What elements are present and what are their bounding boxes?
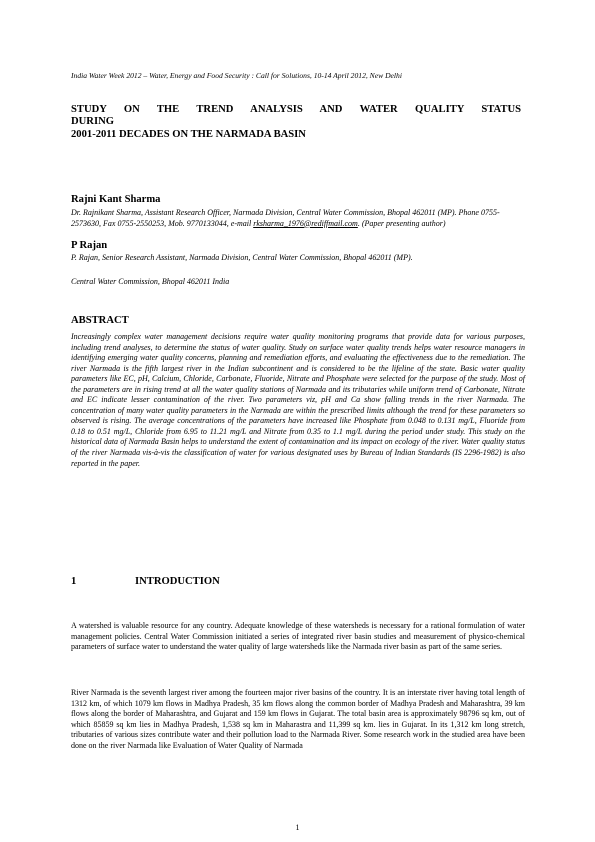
- author-1-note: . (Paper presenting author): [357, 218, 446, 228]
- author-1-affiliation-text: Dr. Rajnikant Sharma, Assistant Research Officer, Narmada Division, Central Water Commission, Bhopal 462011 (MP). Phone 0755-2573630, Fax 0755-2550253, Mob. 9770133044, e-mail: [71, 208, 500, 228]
- abstract-text: Increasingly complex water management decisions require water quality monitoring programs that provide data for various purposes, including trend analyses, to determine the status of water quality. Study on surface water quality trends helps water resource managers in identifying emerging water quality concerns, planning and remediation efforts, and evaluating the effectiveness due to the remediation. The river Narmada is the fifth largest river in the Indian subcontinent and is considered to be the lifeline of the state. Basic water quality parameters like EC, pH, Calcium, Chloride, Carbonate, Fluoride, Nitrate and Phosphate were selected for the purpose of the study. Most of the parameters are in rising trend at all the water quality stations of Narmada and its tributaries while uniform trend of Carbonate, Nitrate and EC indicate lesser contamination of the river. Two parameters viz, pH and Ca show falling trends in the river Narmada. The concentration of many water quality parameters in the Narmada are within the prescribed limits although the trend for these parameters so observed is rising. The average concentrations of the parameters have increased like Phosphate from 0.048 to 0.131 mg/L, Fluoride from 0.18 to 0.51 mg/L, Chloride from 6.95 to 11.21 mg/L and Nitrate from 0.35 to 1.1 mg/L during the period under study. This study on the historical data of Narmada Basin helps to understand the extent of contamination and its impact on ecology of the river. Water quality status of the river Narmada vis-à-vis the classification of water for various designated uses by Bureau of Indian Standards (IS 2296-1982) is also reported in the paper.: [71, 332, 525, 468]
- title-line-1: STUDY ON THE TREND ANALYSIS AND WATER QUALITY STATUS: [71, 104, 521, 115]
- abstract-heading: ABSTRACT: [71, 315, 129, 326]
- running-header: India Water Week 2012 – Water, Energy and Food Security : Call for Solutions, 10-14 April 2012, New Delhi: [71, 71, 402, 80]
- title-line-3: 2001-2011 DECADES ON THE NARMADA BASIN: [71, 128, 306, 140]
- author-1-email-link[interactable]: rksharma_1976@rediffmail.com: [253, 218, 358, 228]
- section-1-number: 1: [71, 576, 77, 587]
- page-number: 1: [295, 823, 300, 832]
- section-1-title: INTRODUCTION: [135, 576, 220, 587]
- title-line-2: DURING: [71, 116, 114, 128]
- intro-paragraph-1: A watershed is valuable resource for any country. Adequate knowledge of these watersheds is necessary for a rational formulation of water management policies. Central Water Commission initiated a series of integrated river basin studies and measurement of physico-chemical parameters of surface water to understand the water quality of large watersheds like the Narmada river basin as part of the same series.: [71, 621, 525, 652]
- institution: Central Water Commission, Bhopal 462011 India: [71, 277, 230, 286]
- author-1-affiliation: [71, 208, 525, 229]
- intro-paragraph-2: River Narmada is the seventh largest river among the fourteen major river basins of the country. It is an interstate river having total length of 1312 km, of which 1079 km flows in Madhya Pradesh, 35 km flows along the common border of Madhya Pradesh and Maharashtra, 39 km flows along the border of Maharashtra, and Gujarat and 159 km flows in Gujarat. The total basin area is approximately 98796 sq km, out of which 85859 sq km lies in Madhya Pradesh, 1,538 sq km in Maharastra and 11,399 sq km. lies in Gujarat. In its 1,312 km long stretch, tributaries of various sizes contribute water and their pollution load to the Narmada River. Some research work in the studied area have been done on the river Narmada like Evaluation of Water Quality of Narmada: [71, 688, 525, 750]
- author-1-name: Rajni Kant Sharma: [71, 194, 161, 205]
- paper-title: [71, 104, 521, 141]
- author-2-name: P Rajan: [71, 240, 108, 251]
- author-2-affiliation: P. Rajan, Senior Research Assistant, Narmada Division, Central Water Commission, Bhopal 462011 (MP).: [71, 253, 413, 262]
